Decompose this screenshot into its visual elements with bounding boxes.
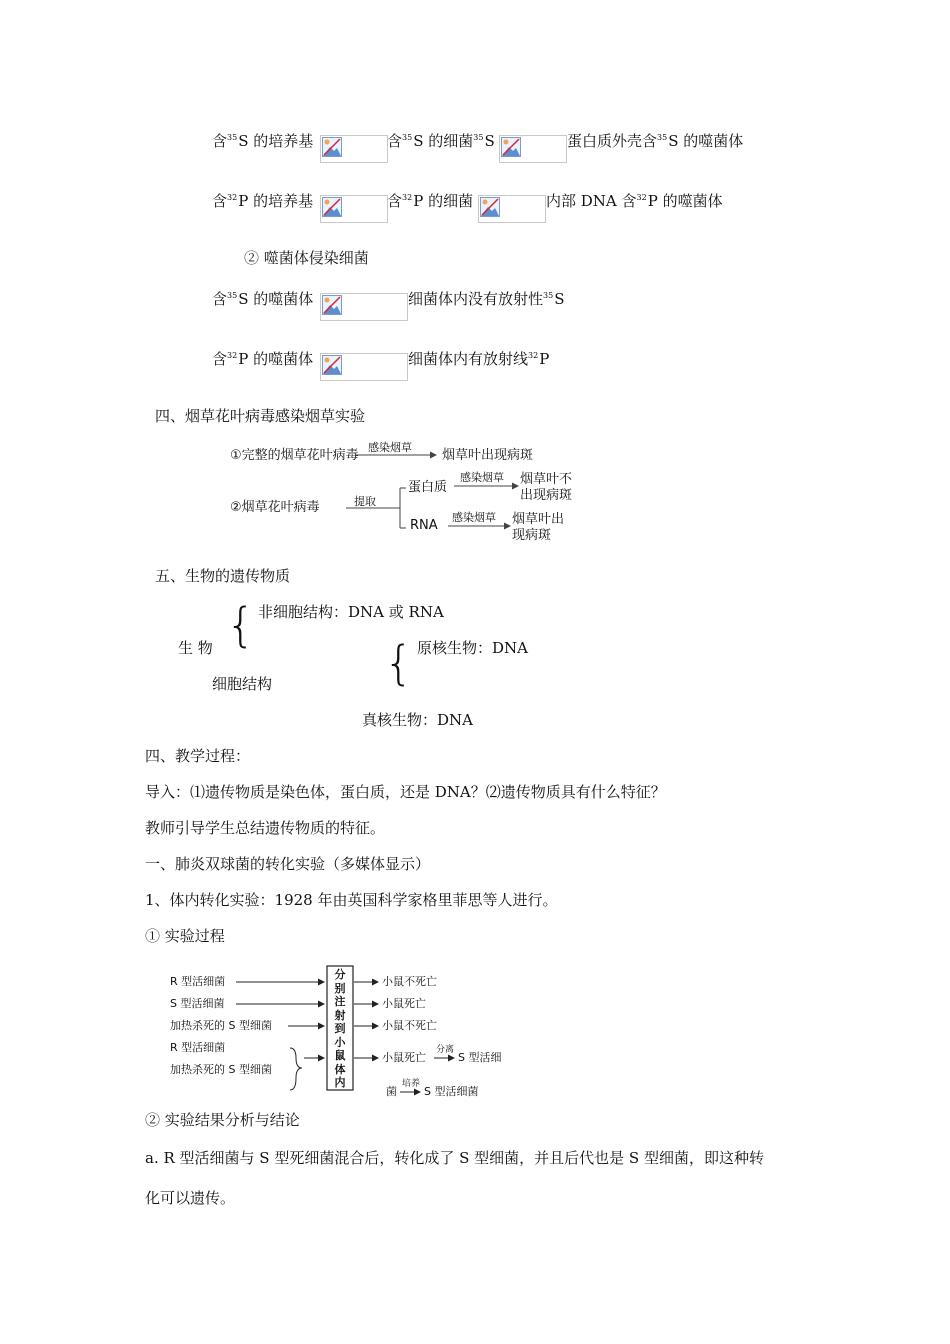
inject-box-char: 别 [334,981,346,995]
transformation-heading: 一、肺炎双球菌的转化实验（多媒体显示） [145,855,431,873]
inject-box-char: 射 [334,1008,346,1022]
inject-box-char: 小 [334,1035,346,1049]
conclusion-line-2: 化可以遗传。 [145,1189,236,1207]
inject-box-char: 体 [334,1062,346,1076]
in-vivo-text: 1、体内转化实验：1928 年由英国科学家格里菲思等人进行。 [145,891,558,909]
s35-phage-label: 含$^{35}$S 的噬菌体 [212,290,314,308]
intro-text: 导入：⑴遗传物质是染色体，蛋白质，还是 DNA？⑵遗传物质具有什么特征？ [145,783,666,801]
s35-result-text: 细菌体内没有放射性$^{35}$S [408,290,565,308]
broken-image-placeholder [320,135,388,163]
output-survive-1: 小鼠不死亡 [382,975,437,988]
input-s-heat-killed: 加热杀死的 S 型细菌 [170,1019,272,1032]
broken-image-icon [322,137,342,157]
tmv-lesion-result: 烟草叶出现病斑 [442,448,534,463]
infect-tobacco-label: 感染烟草 [460,471,504,484]
tmv-whole-virus: ①完整的烟草花叶病毒 [230,448,359,463]
protein-result-line2: 出现病斑 [520,488,573,503]
p32-medium-text: 含$^{32}$P 的培养基 [212,192,314,210]
prokaryote-text: 原核生物：DNA [417,639,528,657]
infect-tobacco-label: 感染烟草 [452,511,496,524]
teaching-heading: 四、教学过程： [145,747,251,765]
inject-box-char: 鼠 [334,1049,346,1062]
input-s-live: S 型活细菌 [170,997,225,1010]
organism-label: 生 物 [178,639,213,657]
left-brace-icon: { [384,636,414,690]
output-s-live: S 型活细 [458,1051,502,1064]
eukaryote-text: 真核生物：DNA [362,711,473,729]
broken-image-icon [322,197,342,217]
inject-box [328,968,352,1090]
genetic-material-heading: 五、生物的遗传物质 [155,567,291,585]
inject-box-char: 注 [334,995,346,1008]
rna-label: RNA [410,518,438,533]
broken-image-icon [322,355,342,375]
output-die-1: 小鼠死亡 [382,997,426,1010]
protein-result-line1: 烟草叶不 [520,472,573,487]
culture-label: 培养 [402,1079,421,1089]
s35-phage-text: 蛋白质外壳含$^{35}$S 的噬菌体 [567,132,744,150]
input-r-live: R 型活细菌 [170,975,226,988]
non-cellular-text: 非细胞结构：DNA 或 RNA [258,603,444,621]
left-brace-icon: { [226,598,256,652]
rna-result-line1: 烟草叶出 [512,512,565,527]
conclusion-line-1: a. R 型活细菌与 S 型死细菌混合后，转化成了 S 型细菌，并且后代也是 S 型细菌，即这种转 [145,1149,764,1167]
broken-image-placeholder [499,135,567,163]
infect-tobacco-label: 感染烟草 [368,441,412,454]
broken-image-placeholder [320,353,408,381]
broken-image-placeholder [478,195,546,223]
infection-heading: ② 噬菌体侵染细菌 [244,249,369,267]
inject-box-char: 分 [334,968,346,981]
input-mix-r-live: R 型活细菌 [170,1041,226,1054]
inject-box-char: 内 [334,1076,346,1089]
s35-medium-text: 含$^{35}$S 的培养基 [212,132,314,150]
p32-bacteria-text: 含$^{32}$P 的细菌 [387,192,474,210]
protein-label: 蛋白质 [408,480,448,495]
broken-image-placeholder [320,293,408,321]
output-survive-2: 小鼠不死亡 [382,1019,437,1032]
griffith-diagram [168,962,518,1104]
process-heading: ① 实验过程 [145,927,225,945]
broken-image-icon [322,295,342,315]
rna-result-line2: 现病斑 [512,528,552,543]
teacher-guide-text: 教师引导学生总结遗传物质的特征。 [145,819,386,837]
output-die-2: 小鼠死亡 [382,1051,426,1064]
input-mix-s-heat-killed: 加热杀死的 S 型细菌 [170,1063,272,1076]
p32-phage-label: 含$^{32}$P 的噬菌体 [212,350,314,368]
broken-image-icon [501,137,521,157]
s35-bacteria-text: 含$^{35}$S 的细菌$^{35}$S [387,132,495,150]
analysis-heading: ② 实验结果分析与结论 [145,1111,300,1129]
separate-label: 分离 [436,1045,455,1055]
broken-image-placeholder [320,195,388,223]
output-continuation: 菌 [386,1085,397,1098]
extract-label: 提取 [354,495,376,508]
inject-box-char: 到 [334,1022,346,1035]
tmv-section-heading: 四、烟草花叶病毒感染烟草实验 [155,407,366,425]
tmv-diagram [228,436,588,544]
p32-result-text: 细菌体内有放射线$^{32}$P [408,350,550,368]
p32-phage-text: 内部 DNA 含$^{32}$P 的噬菌体 [546,192,723,210]
output-s-live-bacteria: S 型活细菌 [424,1085,479,1098]
broken-image-icon [480,197,500,217]
cellular-label: 细胞结构 [212,675,273,693]
tmv-virus: ②烟草花叶病毒 [230,500,320,515]
